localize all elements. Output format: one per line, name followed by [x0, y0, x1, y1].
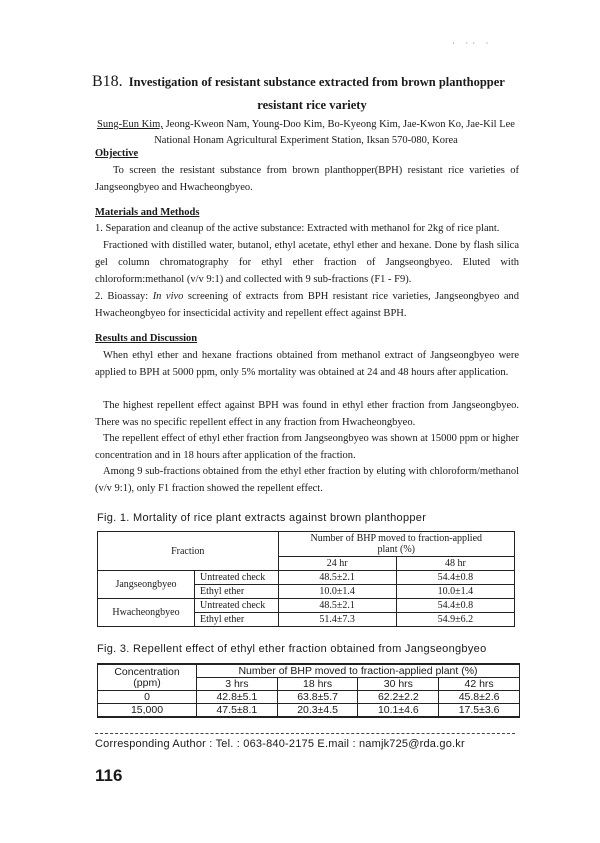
- results-heading: Results and Discussion: [95, 333, 198, 344]
- treatment-cell: Ethyl ether: [195, 613, 279, 627]
- concentration-cell: 0: [98, 691, 197, 704]
- methods-heading: Materials and Methods: [95, 207, 200, 218]
- methods-item-2-pre: 2. Bioassay:: [95, 291, 153, 302]
- value-cell: 48.5±2.1: [278, 599, 396, 613]
- treatment-cell: Untreated check: [195, 599, 279, 613]
- table-row: [98, 704, 520, 718]
- scan-specks: · ·· ·: [452, 38, 493, 48]
- treatment-cell: Untreated check: [195, 571, 279, 585]
- value-cell: 48.5±2.1: [278, 571, 396, 585]
- table-row: [98, 599, 515, 613]
- results-paragraph-4: Among 9 sub-fractions obtained from the ethyl ether fraction by eluting with chloroform/methanol (v/v 9:1), only F1 fraction showed the repellent effect.: [95, 466, 519, 494]
- methods-item-2-italic: In vivo: [152, 291, 184, 302]
- header-24hr: 24 hr: [278, 557, 396, 571]
- affiliation: National Honam Agricultural Experiment Station, Iksan 570-080, Korea: [154, 135, 458, 147]
- title-line-1: Investigation of resistant substance extracted from brown planthopper: [128, 75, 505, 89]
- treatment-cell: Ethyl ether: [195, 585, 279, 599]
- author-list: [92, 117, 520, 133]
- variety-cell: Hwacheongbyeo: [98, 599, 195, 627]
- paper-code: B18.: [92, 73, 123, 90]
- mortality-table: [97, 531, 515, 627]
- co-authors: Jeong-Kweon Nam, Young-Doo Kim, Bo-Kyeong Kim, Jae-Kwon Ko, Jae-Kil Lee: [162, 119, 515, 130]
- header-42hrs: 42 hrs: [439, 678, 520, 691]
- value-cell: 54.4±0.8: [396, 599, 514, 613]
- first-author: Sung-Eun Kim,: [97, 119, 163, 130]
- value-cell: 45.8±2.6: [439, 691, 520, 704]
- header-group: Number of BHP moved to fraction-applied plant (%): [197, 664, 520, 678]
- paper-title: [92, 70, 532, 115]
- header-3hrs: 3 hrs: [197, 678, 278, 691]
- header-30hrs: 30 hrs: [358, 678, 439, 691]
- results-paragraph-3: The repellent effect of ethyl ether fraction from Jangseongbyeo was shown at 15000 ppm or higher concentration and in 18 hours after application of the fraction.: [95, 433, 519, 461]
- value-cell: 54.4±0.8: [396, 571, 514, 585]
- corresponding-author: Corresponding Author : Tel. : 063-840-2175 E.mail : namjk725@rda.go.kr: [95, 738, 465, 750]
- value-cell: 54.9±6.2: [396, 613, 514, 627]
- results-paragraph-1: When ethyl ether and hexane fractions obtained from methanol extract of Jangseongbyeo were applied to BPH at 5000 ppm, only 5% mortality was obtained at 24 and 48 hours after application.: [95, 350, 519, 378]
- results-paragraph-2: The highest repellent effect against BPH was found in ethyl ether fraction from Jangseongbyeo. There was no specific repellent effect in any fraction from Hwacheongbyeo.: [95, 400, 519, 428]
- header-concentration: Concentration (ppm): [98, 664, 197, 691]
- table-row: [98, 571, 515, 585]
- methods-item-2: [95, 288, 519, 322]
- value-cell: 42.8±5.1: [197, 691, 278, 704]
- value-cell: 63.8±5.7: [277, 691, 358, 704]
- value-cell: 10.0±1.4: [278, 585, 396, 599]
- value-cell: 51.4±7.3: [278, 613, 396, 627]
- table-1-caption: Fig. 1. Mortality of rice plant extracts against brown planthopper: [97, 512, 427, 524]
- value-cell: 10.0±1.4: [396, 585, 514, 599]
- value-cell: 47.5±8.1: [197, 704, 278, 718]
- repellent-table: [97, 663, 520, 718]
- title-line-2: resistant rice variety: [257, 97, 367, 112]
- header-18hrs: 18 hrs: [277, 678, 358, 691]
- value-cell: 17.5±3.6: [439, 704, 520, 718]
- value-cell: 62.2±2.2: [358, 691, 439, 704]
- author-block: [92, 117, 520, 150]
- objective-text: To screen the resistant substance from brown planthopper(BPH) resistant rice varieties of Jangseongbyeo and Hwacheongbyeo.: [95, 165, 519, 193]
- page-number: 116: [95, 766, 123, 785]
- header-fraction: Fraction: [98, 532, 279, 571]
- footer-divider: [95, 733, 515, 734]
- header-group: Number of BHP moved to fraction-applied plant (%): [278, 532, 514, 557]
- value-cell: 10.1±4.6: [358, 704, 439, 718]
- methods-item-2-post: screening of extracts from BPH resistant rice varieties, Jangseongbyeo and Hwacheongbyeo for insecticidal activity and repellent effect against BPH.: [95, 291, 519, 319]
- methods-item-1: 1. Separation and cleanup of the active substance: Extracted with methanol for 2kg of rice plant.: [95, 223, 500, 234]
- table-2-caption: Fig. 3. Repellent effect of ethyl ether fraction obtained from Jangseongbyeo: [97, 643, 487, 655]
- value-cell: 20.3±4.5: [277, 704, 358, 718]
- header-48hr: 48 hr: [396, 557, 514, 571]
- objective-heading: Objective: [95, 148, 139, 159]
- table-row: [98, 691, 520, 704]
- methods-item-1-detail: Fractioned with distilled water, butanol, ethyl acetate, ethyl ether and hexane. Done by flash silica gel column chromatography for ethyl ether fraction of Jangseongbyeo. Eluted with chloroform:methanol (v/v 9:1) and collected with 9 sub-fractions (F1 - F9).: [95, 240, 519, 285]
- concentration-cell: 15,000: [98, 704, 197, 718]
- variety-cell: Jangseongbyeo: [98, 571, 195, 599]
